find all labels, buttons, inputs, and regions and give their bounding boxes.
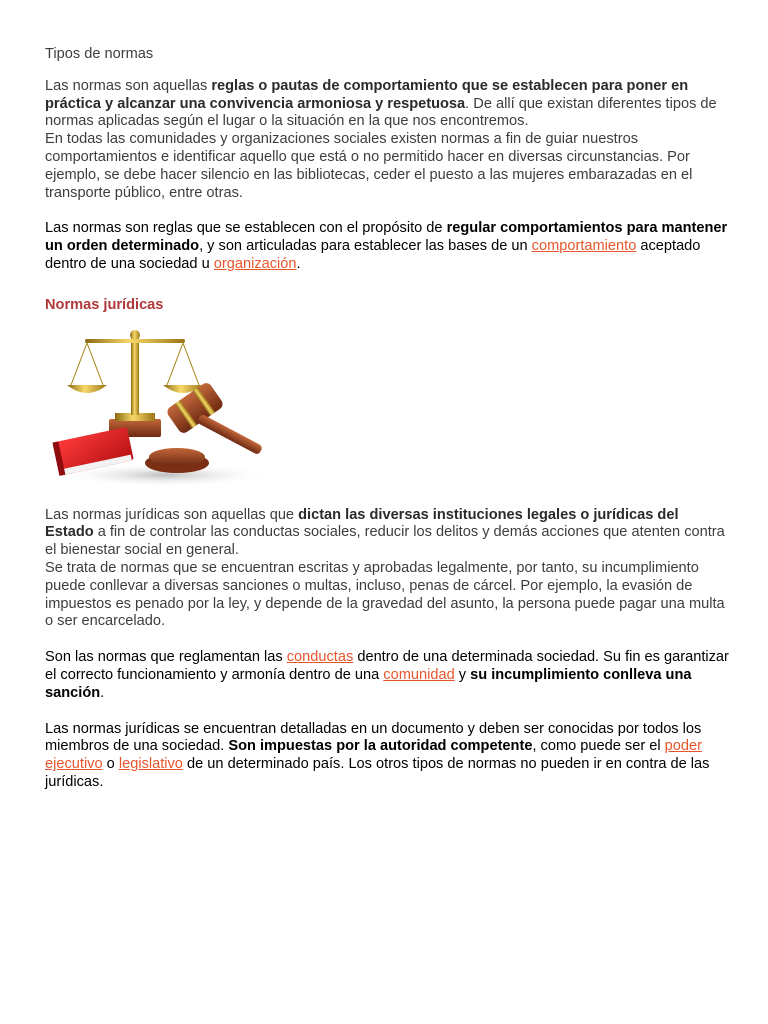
intro-text-bold: reglas o pautas de comportamiento que se establecen para poner en práctica y alcanzar una convivencia armoniosa y respetuosa (45, 77, 689, 112)
definition-text-bold: regular comportamientos para mantener un orden determinado (45, 220, 728, 255)
sanctions-paragraph: Se trata de normas que se encuentran escritas y aprobadas legalmente, por tanto, su incumplimiento puede conllevar a diversas sanciones o multas, incluso, penas de cárcel. Por ejemplo, la evasión de impuestos es penado por la ley, y depende de la gravedad del asunto, la persona puede pagar una multa o ser encarcelado. (45, 559, 725, 630)
definition-text-d: aceptado dentro de una sociedad u (45, 238, 701, 272)
regulation-text-e: . (100, 684, 105, 701)
authority-text-e: de un determinado país. Los otros tipos de normas no pueden ir en contra de las jurídicas. (45, 756, 710, 790)
document-page (45, 46, 730, 792)
justice-illustration (45, 323, 269, 487)
definition-text-c: , y son articuladas para establecer las bases de un (199, 238, 532, 255)
authority-text-a: Las normas jurídicas se encuentran detalladas en un documento y deben ser conocidas por todos los miembros de una sociedad. (45, 720, 702, 755)
regulation-text-b: dentro de una determinada sociedad. Su fin es garantizar el correcto funcionamiento y armonía dentro de una (45, 649, 729, 683)
intro-text-a: Las normas son aquellas (45, 77, 212, 94)
scales-gavel-book-icon (45, 323, 269, 487)
authority-text-bold: Son impuestas por la autoridad competente (228, 738, 533, 755)
link-comportamiento[interactable]: comportamiento (531, 238, 637, 255)
legal-norms-paragraph (45, 507, 730, 560)
definition-paragraph (45, 220, 730, 273)
link-legislativo[interactable]: legislativo (118, 756, 183, 773)
regulation-text-a: Son las normas que reglamentan las (45, 649, 287, 666)
regulation-paragraph (45, 649, 730, 702)
regulation-text-c: y (454, 666, 471, 683)
legal-text-a: Las normas jurídicas son aquellas que (45, 506, 299, 523)
link-conductas[interactable]: conductas (286, 649, 354, 666)
page-title: Tipos de normas (45, 46, 154, 62)
intro-paragraph (45, 78, 730, 131)
authority-text-c: , como puede ser el (532, 738, 665, 755)
legal-text-bold: dictan las diversas instituciones legales o jurídicas del Estado (45, 506, 679, 541)
link-organizacion[interactable]: organización (213, 255, 297, 272)
link-poder-ejecutivo[interactable]: poder ejecutivo (45, 738, 702, 773)
definition-text-a: Las normas son reglas que se establecen con el propósito de (45, 220, 447, 237)
authority-paragraph (45, 721, 730, 792)
section-heading-normas-juridicas: Normas jurídicas (45, 296, 164, 313)
definition-text-e: . (296, 255, 301, 272)
regulation-text-bold: su incumplimiento conlleva una sanción (45, 666, 692, 701)
communities-paragraph: En todas las comunidades y organizaciones sociales existen normas a fin de guiar nuestros comportamientos e identificar aquello que está o no permitido hacer en diversas circunstancias. Por ejemplo, se debe hacer silencio en las bibliotecas, ceder el puesto a las mujeres embarazadas en el transporte público, entre otras. (45, 131, 693, 201)
link-comunidad[interactable]: comunidad (383, 666, 455, 683)
intro-text-c: . De allí que existan diferentes tipos de normas aplicadas según el lugar o la situación en la que nos encontremos. (45, 95, 717, 130)
authority-text-d: o (102, 756, 119, 773)
legal-text-c: a fin de controlar las conductas sociales, reducir los delitos y demás acciones que atenten contra el bienestar social en general. (45, 524, 725, 559)
